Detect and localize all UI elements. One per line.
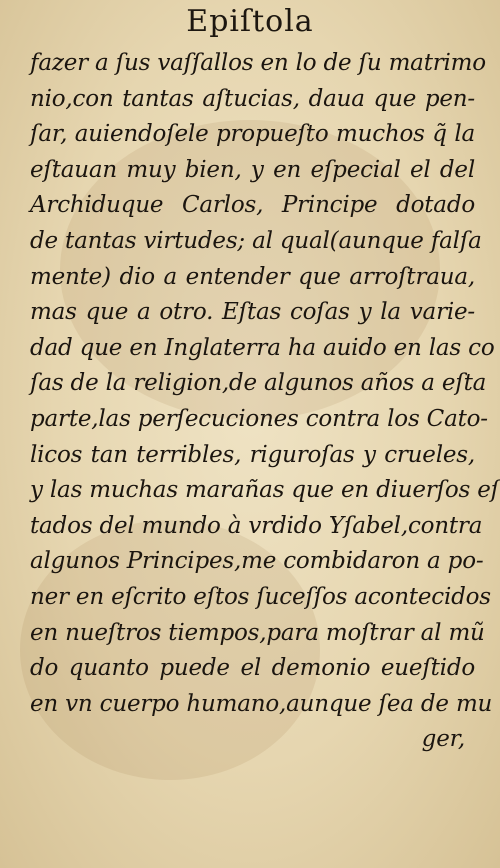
- text-line: ſar, auiendoſele propueſto muchos q̃ la: [30, 121, 475, 148]
- text-line: do quanto puede el demonio eueſtido: [30, 655, 475, 682]
- text-line: parte,las perſecuciones contra los Cato-: [30, 405, 488, 432]
- text-line: mas que a otro. Eſtas coſas y la varie-: [30, 299, 475, 326]
- text-line: ner en eſcrito eſtos ſuceſſos acontecidos: [30, 583, 491, 610]
- text-line: Archiduque Carlos, Principe dotado: [30, 192, 475, 219]
- text-line: en nueſtros tiempos,para moſtrar al mũ: [30, 619, 485, 646]
- text-line: licos tan terribles, riguroſas y crueles,: [30, 441, 475, 468]
- text-line: dad que en Inglaterra ha auido en las co: [30, 334, 495, 361]
- text-line: en vn cuerpo humano,aunque ſea de mu: [30, 690, 493, 717]
- text-line: algunos Principes,me combidaron a po-: [30, 548, 484, 575]
- text-line: y las muchas marañas que en diuerſos eſ: [30, 477, 499, 504]
- text-line: de tantas virtudes; al qual(aunque falſa: [30, 227, 482, 254]
- page-header: Epiſtola: [186, 4, 314, 39]
- text-line: eſtauan muy bien, y en eſpecial el del: [30, 156, 475, 183]
- body-text: [30, 46, 499, 758]
- text-line: mente) dio a entender que arroſtraua,: [30, 263, 475, 290]
- text-line-final: ger,: [421, 726, 465, 753]
- text-line: tados del mundo à vrdido Yſabel,contra: [30, 512, 483, 539]
- text-line: fazer a ſus vaſſallos en lo de ſu matrimo: [30, 50, 486, 76]
- text-line: ſas de la religion,de algunos años a eſta: [30, 370, 487, 397]
- text-line: nio,con tantas aſtucias, daua que pen-: [30, 85, 475, 112]
